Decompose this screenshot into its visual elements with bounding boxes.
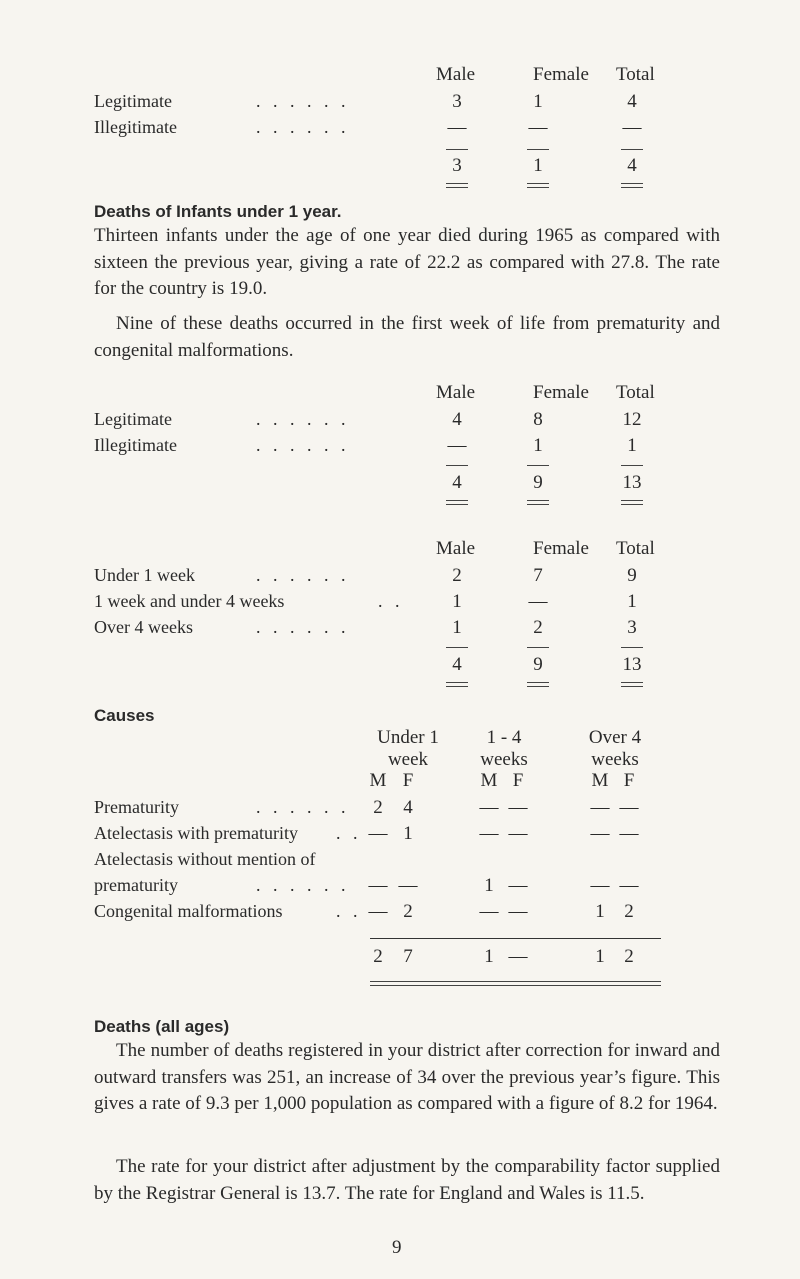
leader-dots: . . . . . . (256, 117, 350, 137)
total-cell: 4 (452, 472, 462, 493)
col-header-total: Total (616, 538, 655, 559)
cell: — (590, 823, 610, 844)
row-label: Atelectasis without mention of (94, 849, 316, 869)
leader-dots: . . . . . . (256, 565, 350, 585)
cell: — (447, 117, 467, 138)
row-label: Legitimate (94, 91, 172, 111)
cell: — (508, 823, 528, 844)
leader-dots: . . . . . . (256, 875, 350, 895)
leader-dots: . . . . . . (256, 435, 350, 455)
total-cell: 13 (622, 654, 642, 675)
paragraph: The rate for your district after adjustment by the comparability factor supplied by the Registrar General is 13.7. The rate for England and Wales is 11.5. (94, 1156, 720, 1204)
sum-rule (621, 647, 643, 648)
cell: 4 (627, 91, 637, 112)
cell: — (368, 901, 388, 922)
total-cell: 4 (452, 654, 462, 675)
col-header-total: Total (616, 64, 655, 85)
total-rule (370, 938, 661, 939)
double-rule (446, 682, 468, 687)
cell: — (398, 875, 418, 896)
cell: 3 (452, 91, 462, 112)
cell: 1 (595, 901, 605, 922)
cell: 2 (373, 797, 383, 818)
cell: 1 (627, 435, 637, 456)
cell: — (528, 591, 548, 612)
total-cell: 4 (627, 155, 637, 176)
cell: — (528, 117, 548, 138)
col-group-header: week (387, 749, 429, 770)
col-header-female: Female (533, 538, 589, 559)
mf-header: F (623, 770, 635, 791)
cell: 1 (484, 875, 494, 896)
double-rule (527, 183, 549, 188)
section-heading-infant-deaths: Deaths of Infants under 1 year. (94, 202, 342, 221)
total-cell: 1 (533, 155, 543, 176)
cell: 1 (533, 91, 543, 112)
total-cell: 2 (624, 946, 634, 967)
sum-rule (527, 647, 549, 648)
cell: 1 (452, 617, 462, 638)
row-label: Illegitimate (94, 117, 177, 137)
cell: — (619, 875, 639, 896)
double-rule (527, 500, 549, 505)
total-cell: 13 (622, 472, 642, 493)
row-label: Illegitimate (94, 435, 177, 455)
cell: — (447, 435, 467, 456)
mf-header: F (402, 770, 414, 791)
cell: — (590, 875, 610, 896)
mf-header: M (480, 770, 498, 791)
paragraph: The number of deaths registered in your district after correction for inward and outward transfers was 251, an increase of 34 over the previous year’s figure. This gives a rate of 9.3 per 1,000 population as compared with a figure of 8.2 for 1964. (94, 1040, 720, 1114)
leader-dots: . . . . . . (256, 91, 350, 111)
cell: — (479, 797, 499, 818)
row-label: Atelectasis with prematurity (94, 823, 298, 843)
col-group-header: weeks (480, 749, 528, 770)
sum-rule (446, 149, 468, 150)
row-label: Legitimate (94, 409, 172, 429)
paragraph: Nine of these deaths occurred in the first week of life from prematurity and congenital malformations. (94, 313, 720, 361)
cell: 1 (627, 591, 637, 612)
cell: — (479, 823, 499, 844)
col-header-male: Male (436, 538, 476, 559)
page-number: 9 (392, 1237, 402, 1258)
double-rule (621, 682, 643, 687)
cell: — (619, 797, 639, 818)
cell: — (508, 797, 528, 818)
cell: — (368, 875, 388, 896)
leader-dots: . . (378, 591, 404, 611)
total-cell: 9 (533, 654, 543, 675)
cell: 2 (452, 565, 462, 586)
double-rule (621, 500, 643, 505)
col-header-male: Male (436, 64, 476, 85)
sum-rule (621, 465, 643, 466)
leader-dots: . . (336, 901, 362, 921)
total-cell: 3 (452, 155, 462, 176)
total-cell: 1 (484, 946, 494, 967)
cell: 2 (624, 901, 634, 922)
total-cell: 9 (533, 472, 543, 493)
cell: 1 (533, 435, 543, 456)
row-label: Prematurity (94, 797, 179, 817)
row-label-continued: prematurity (94, 875, 178, 895)
total-cell: — (508, 946, 528, 967)
cell: 1 (403, 823, 413, 844)
section-heading-causes: Causes (94, 706, 155, 725)
cell: — (619, 823, 639, 844)
cell: 2 (533, 617, 543, 638)
double-rule (370, 981, 661, 986)
cell: 12 (622, 409, 642, 430)
col-header-total: Total (616, 382, 655, 403)
cell: — (368, 823, 388, 844)
col-group-header: 1 - 4 (486, 727, 522, 748)
sum-rule (446, 647, 468, 648)
row-label: Congenital malformations (94, 901, 283, 921)
cell: — (508, 875, 528, 896)
section-heading-all-deaths: Deaths (all ages) (94, 1017, 230, 1036)
cell: 1 (452, 591, 462, 612)
mf-header: M (591, 770, 609, 791)
sum-rule (527, 465, 549, 466)
sum-rule (446, 465, 468, 466)
leader-dots: . . . . . . (256, 617, 350, 637)
leader-dots: . . . . . . (256, 797, 350, 817)
cell: 9 (627, 565, 637, 586)
cell: — (622, 117, 642, 138)
double-rule (446, 500, 468, 505)
cell: — (590, 797, 610, 818)
cell: — (508, 901, 528, 922)
double-rule (446, 183, 468, 188)
paragraph: Thirteen infants under the age of one year died during 1965 as compared with sixteen the previous year, giving a rate of 22.2 as compared with 27.8. The rate for the country is 19.0. (94, 225, 720, 299)
leader-dots: . . (336, 823, 362, 843)
row-label: Over 4 weeks (94, 617, 193, 637)
double-rule (527, 682, 549, 687)
col-header-male: Male (436, 382, 476, 403)
cell: 4 (452, 409, 462, 430)
col-group-header: Over 4 (588, 727, 642, 748)
sum-rule (527, 149, 549, 150)
total-cell: 1 (595, 946, 605, 967)
total-cell: 2 (373, 946, 383, 967)
col-group-header: Under 1 (377, 727, 439, 748)
cell: 2 (403, 901, 413, 922)
col-header-female: Female (533, 64, 589, 85)
mf-header: M (369, 770, 387, 791)
col-group-header: weeks (591, 749, 639, 770)
cell: 3 (627, 617, 637, 638)
sum-rule (621, 149, 643, 150)
row-label: 1 week and under 4 weeks (94, 591, 285, 611)
col-header-female: Female (533, 382, 589, 403)
row-label: Under 1 week (94, 565, 195, 585)
leader-dots: . . . . . . (256, 409, 350, 429)
double-rule (621, 183, 643, 188)
cell: — (479, 901, 499, 922)
cell: 7 (533, 565, 543, 586)
mf-header: F (512, 770, 524, 791)
cell: 8 (533, 409, 543, 430)
total-cell: 7 (403, 946, 413, 967)
cell: 4 (403, 797, 413, 818)
